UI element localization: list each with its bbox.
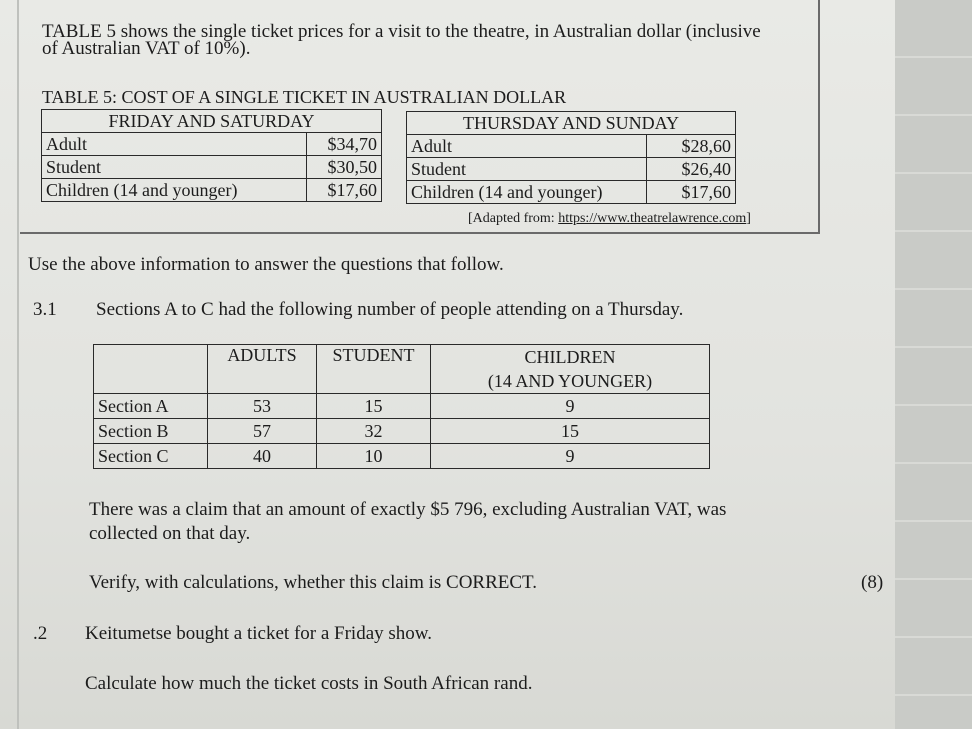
ticket-type: Adult <box>42 133 307 156</box>
table-row <box>94 394 710 419</box>
table-row <box>94 419 710 444</box>
student-count: 32 <box>317 419 431 444</box>
intro-line-2: of Australian VAT of 10%). <box>42 38 251 59</box>
fri-sat-price-table <box>41 109 382 202</box>
ticket-price: $28,60 <box>647 135 736 158</box>
attendance-table <box>93 344 710 469</box>
table-row <box>42 133 382 156</box>
ticket-type: Children (14 and younger) <box>42 179 307 202</box>
section-label: Section B <box>94 419 208 444</box>
thu-sun-header: THURSDAY AND SUNDAY <box>407 112 736 135</box>
student-count: 15 <box>317 394 431 419</box>
section-label: Section C <box>94 444 208 469</box>
table-row <box>94 444 710 469</box>
student-count: 10 <box>317 444 431 469</box>
ticket-type: Student <box>42 156 307 179</box>
calculate-instruction: Calculate how much the ticket costs in South African rand. <box>85 673 533 694</box>
question-3-2-text: Keitumetse bought a ticket for a Friday show. <box>85 623 433 644</box>
marks-allocation: (8) <box>861 572 884 593</box>
blank-header <box>94 345 208 394</box>
intro-line-1: TABLE 5 shows the single ticket prices for a visit to the theatre, in Australian dollar (inclusive <box>42 21 761 42</box>
ticket-type: Student <box>407 158 647 181</box>
table-row <box>42 179 382 202</box>
table-row <box>42 156 382 179</box>
children-header: CHILDREN (14 AND YOUNGER) <box>431 345 710 394</box>
claim-line-1: There was a claim that an amount of exactly $5 796, excluding Australian VAT, was <box>89 499 727 520</box>
table-row <box>407 158 736 181</box>
adults-count: 57 <box>208 419 317 444</box>
thu-sun-price-table <box>406 111 736 204</box>
table-row <box>407 181 736 204</box>
adults-header: ADULTS <box>208 345 317 394</box>
ticket-price: $17,60 <box>307 179 382 202</box>
fri-sat-header: FRIDAY AND SATURDAY <box>42 110 382 133</box>
section-label: Section A <box>94 394 208 419</box>
ticket-price: $17,60 <box>647 181 736 204</box>
ticket-price: $26,40 <box>647 158 736 181</box>
claim-line-2: collected on that day. <box>89 523 251 544</box>
page-margin-line <box>17 0 19 729</box>
question-3-1-text: Sections A to C had the following number of people attending on a Thursday. <box>96 299 684 320</box>
instruction-text: Use the above information to answer the questions that follow. <box>28 254 504 275</box>
verify-instruction: Verify, with calculations, whether this claim is CORRECT. <box>89 572 538 593</box>
ticket-type: Adult <box>407 135 647 158</box>
ticket-type: Children (14 and younger) <box>407 181 647 204</box>
ticket-price: $34,70 <box>307 133 382 156</box>
source-link[interactable]: https://www.theatrelawrence.com <box>558 211 747 226</box>
table5-title: TABLE 5: COST OF A SINGLE TICKET IN AUSTRALIAN DOLLAR <box>42 87 567 107</box>
children-count: 9 <box>431 394 710 419</box>
adults-count: 40 <box>208 444 317 469</box>
source-citation: [Adapted from: https://www.theatrelawrence.com] <box>468 211 751 226</box>
ticket-price: $30,50 <box>307 156 382 179</box>
children-count: 15 <box>431 419 710 444</box>
underlying-lined-page <box>895 0 972 729</box>
question-3-1-number: 3.1 <box>33 299 57 320</box>
children-count: 9 <box>431 444 710 469</box>
question-3-2-number: .2 <box>33 623 48 644</box>
adults-count: 53 <box>208 394 317 419</box>
table-row <box>407 135 736 158</box>
student-header: STUDENT <box>317 345 431 394</box>
